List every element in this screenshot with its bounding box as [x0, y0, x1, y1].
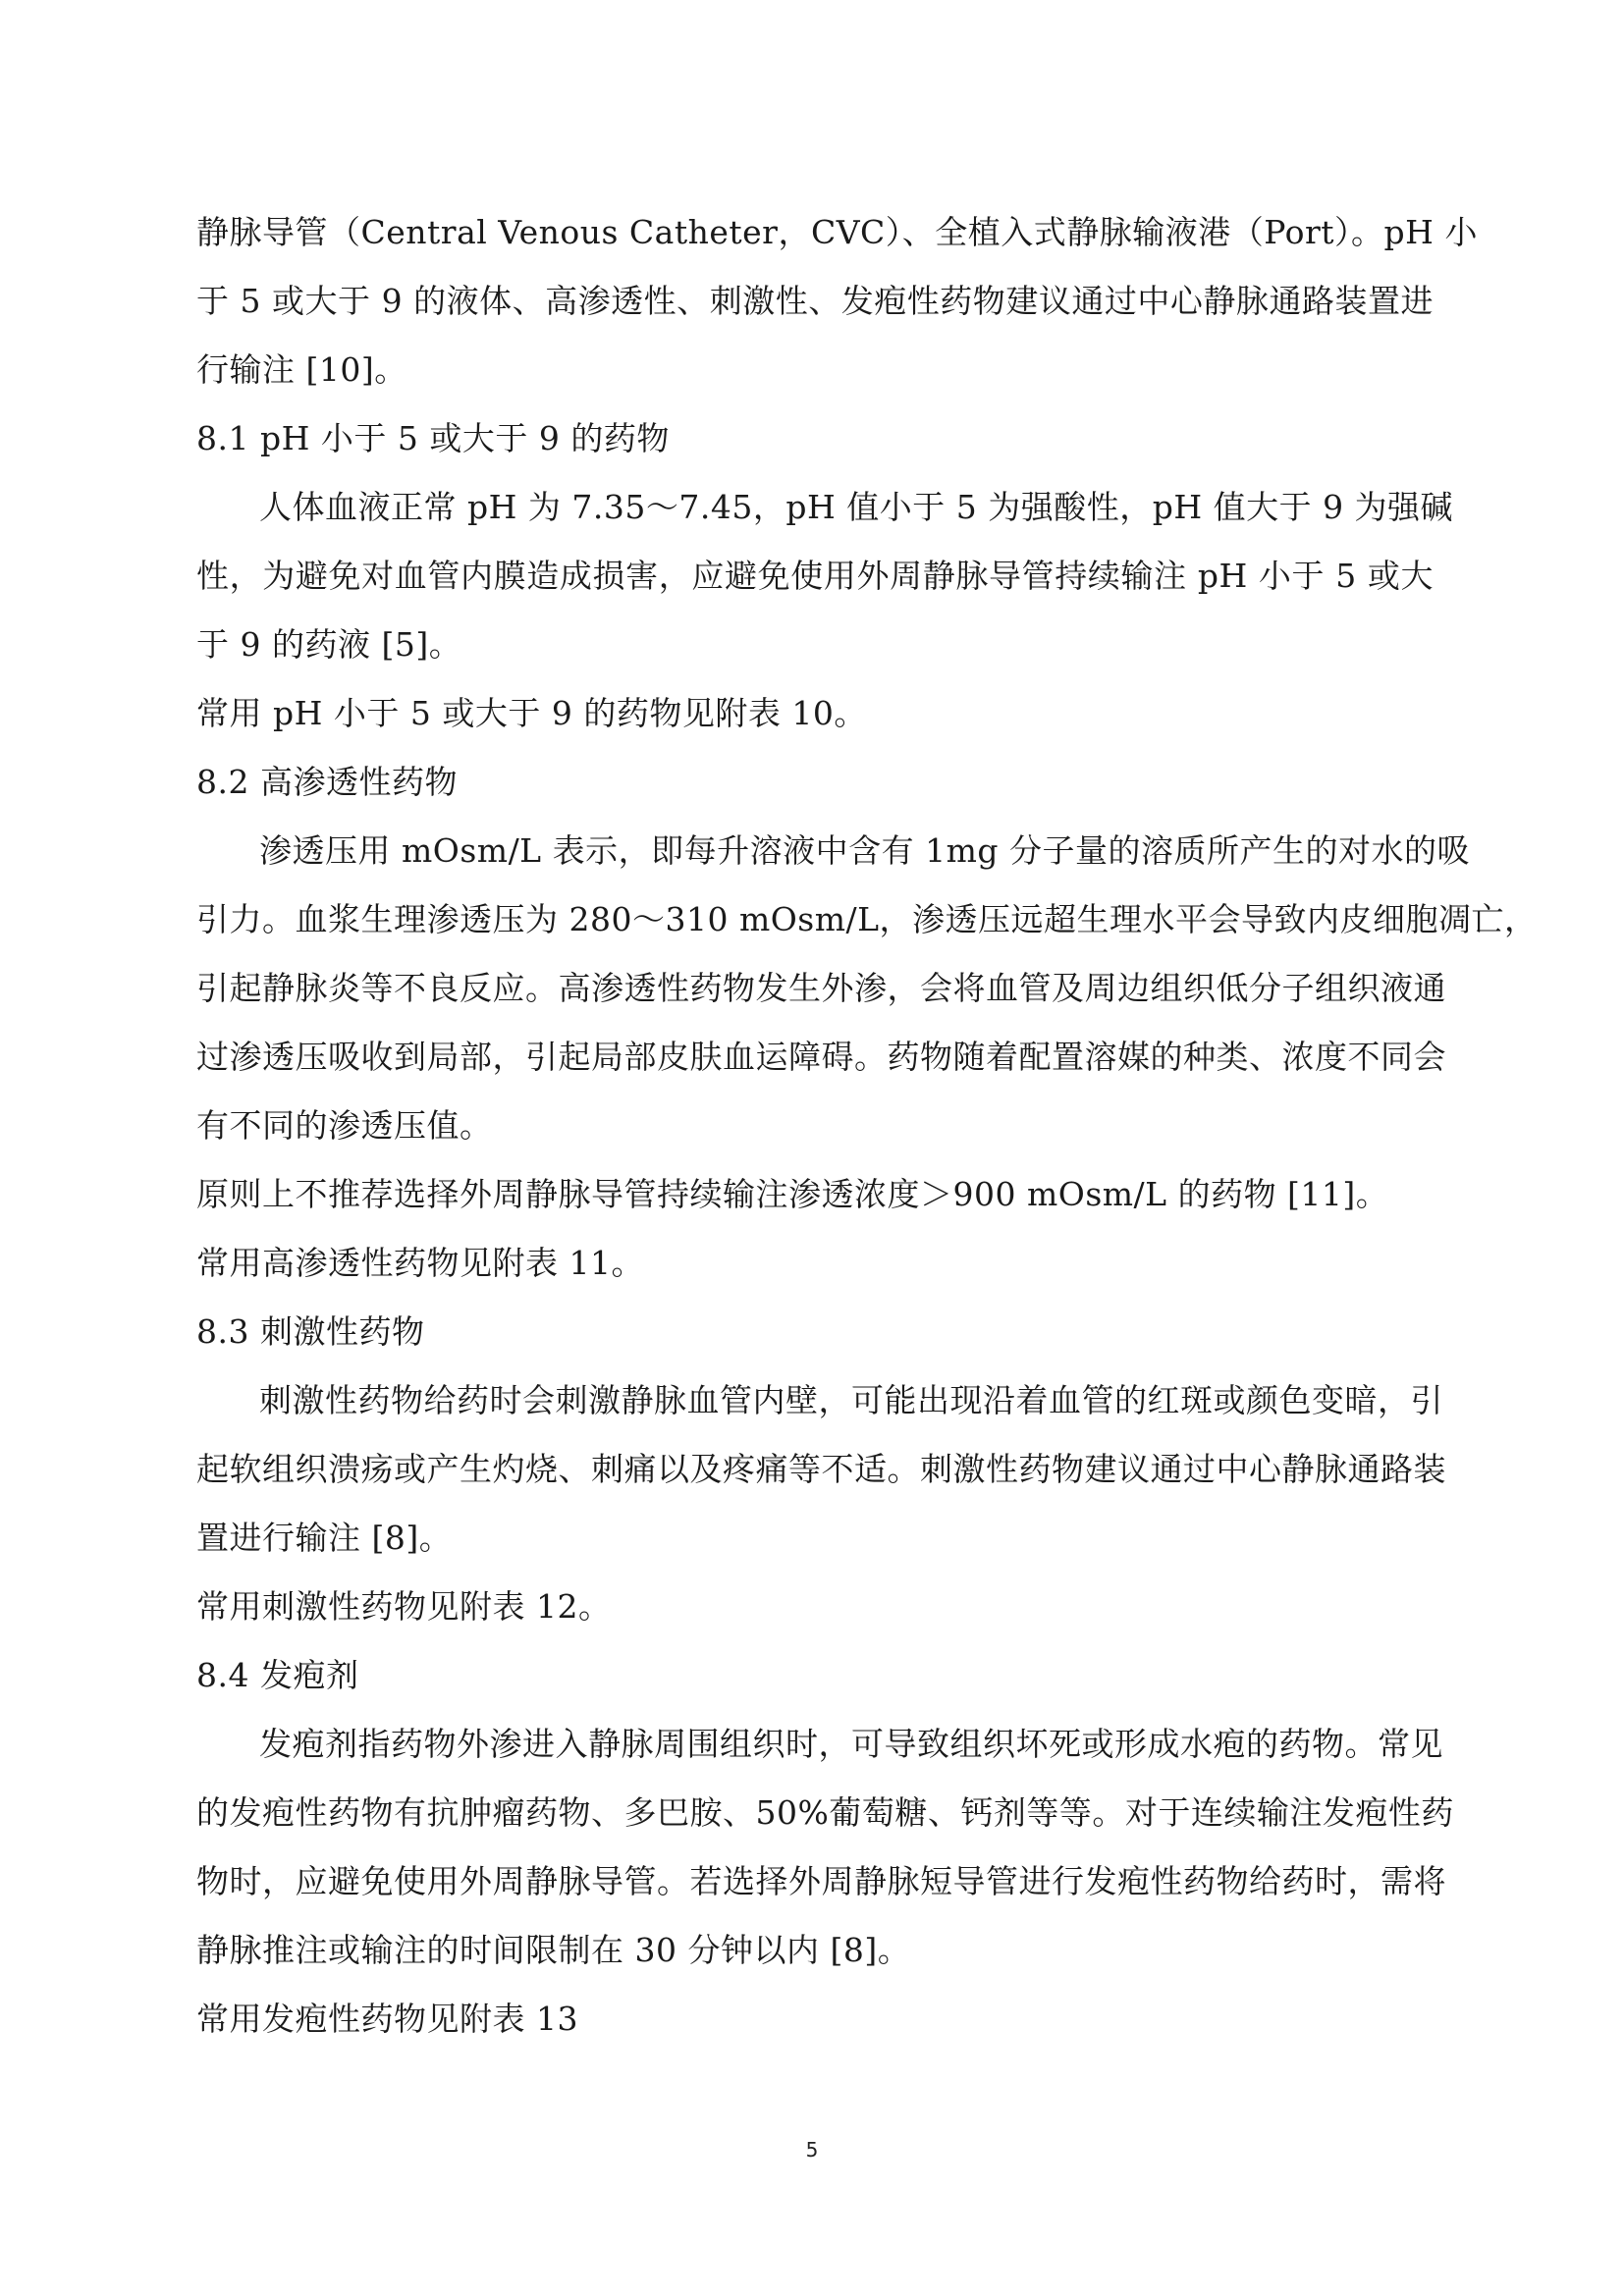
text-line: 常用刺激性药物见附表 12。	[196, 1587, 612, 1626]
text-line: 过渗透压吸收到局部，引起局部皮肤血运障碍。药物随着配置溶媒的种类、浓度不同会	[196, 1038, 1446, 1076]
text-line: 起软组织溃疡或产生灼烧、刺痛以及疼痛等不适。刺激性药物建议通过中心静脉通路装	[196, 1450, 1446, 1488]
text-line: 置进行输注 [8]。	[196, 1519, 453, 1557]
text-line: 于 9 的药液 [5]。	[196, 625, 462, 664]
text-line: 常用高渗透性药物见附表 11。	[196, 1244, 644, 1282]
text-line: 刺激性药物给药时会刺激静脉血管内壁，可能出现沿着血管的红斑或颜色变暗，引	[259, 1381, 1443, 1419]
text-line: 性，为避免对血管内膜造成损害，应避免使用外周静脉导管持续输注 pH 小于 5 或大	[196, 557, 1434, 595]
section-heading-8-2: 8.2 高渗透性药物	[196, 763, 458, 801]
text-line: 发疱剂指药物外渗进入静脉周围组织时，可导致组织坏死或形成水疱的药物。常见	[259, 1725, 1443, 1763]
page-number: 5	[805, 2138, 819, 2162]
text-line: 引起静脉炎等不良反应。高渗透性药物发生外渗，会将血管及周边组织低分子组织液通	[196, 969, 1446, 1007]
text-line: 引力。血浆生理渗透压为 280～310 mOsm/L，渗透压远超生理水平会导致内皮细胞凋亡，	[196, 900, 1538, 938]
text-line: 的发疱性药物有抗肿瘤药物、多巴胺、50%葡萄糖、钙剂等等。对于连续输注发疱性药	[196, 1793, 1454, 1832]
document-body	[196, 198, 1538, 2054]
text-line: 静脉推注或输注的时间限制在 30 分钟以内 [8]。	[196, 1931, 911, 1969]
section-heading-8-3: 8.3 刺激性药物	[196, 1312, 425, 1351]
text-line: 于 5 或大于 9 的液体、高渗透性、刺激性、发疱性药物建议通过中心静脉通路装置进	[196, 282, 1434, 320]
section-heading-8-4: 8.4 发疱剂	[196, 1656, 359, 1694]
text-line: 渗透压用 mOsm/L 表示，即每升溶液中含有 1mg 分子量的溶质所产生的对水的吸	[259, 831, 1470, 870]
text-line: 物时，应避免使用外周静脉导管。若选择外周静脉短导管进行发疱性药物给药时，需将	[196, 1862, 1446, 1900]
text-line: 有不同的渗透压值。	[196, 1106, 493, 1145]
section-heading-8-1: 8.1 pH 小于 5 或大于 9 的药物	[196, 419, 670, 457]
text-line: 静脉导管（Central Venous Catheter，CVC）、全植入式静脉输液港（Port）。pH 小	[196, 213, 1478, 251]
text-line: 行输注 [10]。	[196, 350, 407, 389]
text-line: 人体血液正常 pH 为 7.35～7.45，pH 值小于 5 为强酸性，pH 值大于 9 为强碱	[259, 488, 1454, 526]
text-line: 原则上不推荐选择外周静脉导管持续输注渗透浓度＞900 mOsm/L 的药物 [11]。	[196, 1175, 1389, 1213]
text-line: 常用 pH 小于 5 或大于 9 的药物见附表 10。	[196, 694, 867, 732]
text-line: 常用发疱性药物见附表 13	[196, 2000, 578, 2038]
